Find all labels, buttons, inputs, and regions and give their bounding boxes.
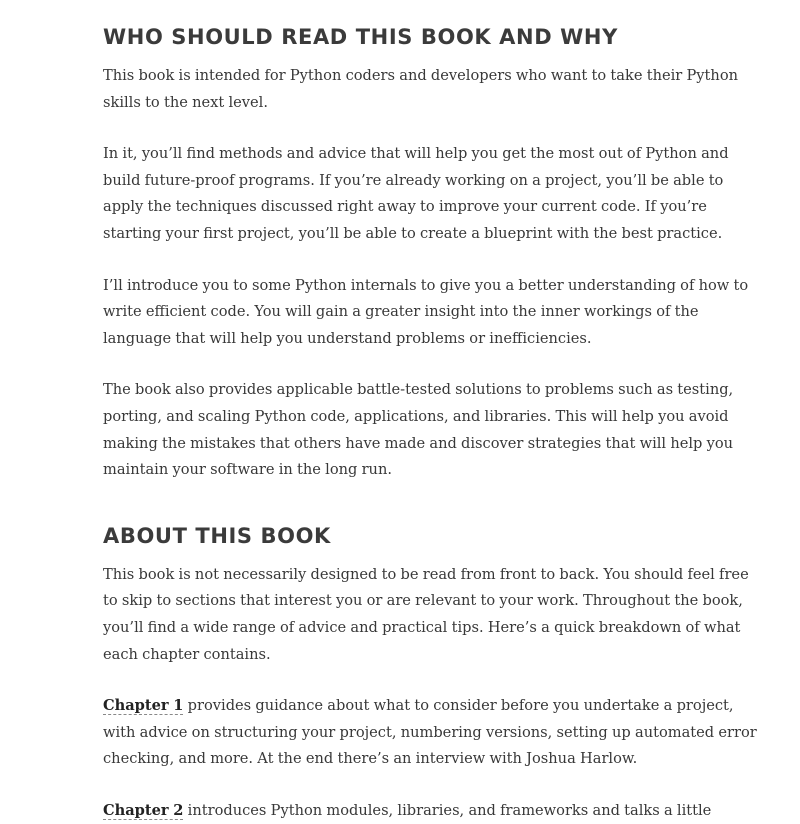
paragraph-about-intro: This book is not necessarily designed to be read from front to back. You should feel free to skip to sections that interest you or are relevant to your work. Throughout the book, you’ll find a wide range of advice and practical tips. Here’s a quick breakdown of what each chapter contains.	[103, 565, 749, 663]
chapter-2-description: introduces Python modules, libraries, and frameworks and talks a little	[183, 801, 712, 819]
paragraph-methods-advice: In it, you’ll find methods and advice that will help you get the most out of Python and build future-proof programs. If you’re already working on a project, you’ll be able to apply the techniques discussed right away to improve your current code. If you’re starting your first project, you’ll be able to create a blueprint with the best practice.	[103, 145, 729, 242]
paragraph-battle-tested-solutions: The book also provides applicable battle-tested solutions to problems such as testing, porting, and scaling Python code, applications, and libraries. This will help you avoid making the mistakes that others have made and discover strategies that will help you maintain your software in the long run.	[103, 381, 734, 479]
chapter-1-link[interactable]: Chapter 1	[103, 697, 184, 715]
section-heading-about-this-book: ABOUT THIS BOOK	[103, 523, 331, 548]
chapter-2-link[interactable]: Chapter 2	[103, 801, 184, 819]
document-page	[103, 0, 763, 824]
section-heading-who-should-read: WHO SHOULD READ THIS BOOK AND WHY	[103, 25, 618, 49]
chapter-summary-1	[103, 693, 763, 773]
paragraph-python-internals: I’ll introduce you to some Python internals to give you a better understanding of how to write efficient code. You will gain a greater insight into the inner workings of the language that will help you understand problems or inefficiencies.	[103, 276, 749, 347]
chapter-1-description: provides guidance about what to consider before you undertake a project, with advice on structuring your project, numbering versions, setting up automated error checking, and more. At the end there’s an interview with Joshua Harlow.	[103, 697, 757, 768]
paragraph-intended-audience: This book is intended for Python coders and developers who want to take their Python skills to the next level.	[103, 67, 739, 111]
chapter-summary-2	[103, 798, 763, 824]
